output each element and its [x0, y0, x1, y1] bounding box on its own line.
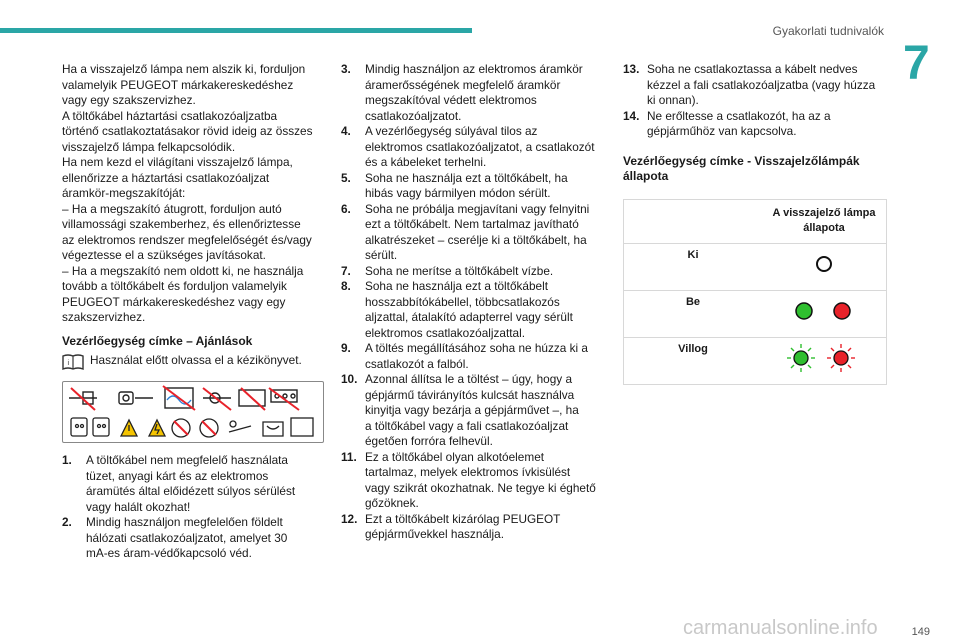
row-label: Ki — [624, 243, 762, 290]
text-line: gőzöknek. — [365, 496, 419, 510]
intro-paragraph — [62, 62, 324, 326]
page-number: 149 — [911, 626, 930, 638]
column-1 — [62, 62, 324, 562]
text-line: állapota — [803, 222, 845, 234]
list-item — [623, 62, 885, 109]
list-item — [341, 341, 603, 372]
list-item-text — [647, 62, 885, 109]
table-header-cell — [762, 200, 886, 244]
section-heading — [623, 154, 885, 185]
chapter-number: 7 — [903, 37, 930, 90]
text-line: vagy halált okozhat! — [86, 499, 191, 514]
list-item — [341, 450, 603, 512]
text-line: ezt a töltőkábelt. Nem tartalmaz javítható — [365, 217, 579, 231]
text-line: A visszajelző lámpa — [772, 206, 876, 219]
lamp-flashing-icon — [779, 340, 869, 376]
control-unit-label-pictograms — [62, 381, 324, 443]
list-item — [341, 124, 603, 171]
status-cell — [762, 337, 886, 384]
list-item — [341, 202, 603, 264]
text-line: az elektromos rendszer megfelelőségét és/vagy — [62, 232, 312, 247]
text-line: megszakítóval védett elektromos — [365, 93, 537, 107]
open-book-icon — [62, 353, 84, 371]
text-line: csatlakozót a falból. — [365, 356, 469, 371]
list-item — [341, 372, 603, 450]
list-item — [623, 109, 885, 140]
list-item-text — [365, 279, 603, 341]
text-line: A vezérlőegység súlyával tilos az — [365, 124, 538, 138]
lamp-on-icon — [784, 296, 864, 326]
list-item — [341, 279, 603, 341]
text-line: csatlakozóaljzatot. — [365, 108, 462, 123]
list-item-number: 5. — [341, 170, 351, 185]
list-item-text — [365, 512, 603, 543]
list-item-number: 14. — [623, 108, 640, 123]
text-line: Soha ne próbálja megjavítani vagy felnyitni — [365, 201, 590, 216]
warning-pictograms-icon — [63, 382, 323, 442]
list-item-text — [365, 341, 603, 372]
text-line: ki onnan). — [647, 93, 699, 107]
list-item-number: 11. — [341, 449, 357, 464]
text-line: valamelyik PEUGEOT márkakereskedéshez — [62, 77, 294, 92]
text-line: gépjárműhöz van kapcsolva. — [647, 124, 797, 138]
table-header-row — [624, 200, 886, 244]
lamp-off-icon — [804, 249, 844, 279]
watermark: carmanualsonline.info — [683, 617, 878, 639]
list-item-text — [365, 264, 603, 280]
list-item-text — [86, 515, 324, 562]
list-item-text — [365, 171, 603, 202]
column-3 — [623, 62, 885, 385]
list-item-text — [365, 372, 603, 450]
text-line: gépjárművekkel használja. — [365, 527, 505, 541]
text-line: a töltőkábel vagy a fali csatlakozóaljzat — [365, 418, 569, 433]
text-line: ellenőrizze a háztartási csatlakozóaljzat — [62, 170, 270, 185]
list-item-number: 10. — [341, 372, 358, 386]
text-line: – Ha a megszakító átugrott, forduljon autó — [62, 201, 282, 216]
status-cell — [762, 290, 886, 337]
header-accent-bar — [0, 28, 472, 33]
text-line: A töltőkábel nem megfelelő használata — [86, 453, 288, 467]
manual-note — [62, 353, 324, 371]
text-line: hibás vagy bármilyen módon sérült. — [365, 186, 551, 200]
text-line: aljzattal, átalakító adapterrel vagy sérült — [365, 310, 573, 324]
list-item-number: 12. — [341, 511, 358, 526]
list-item — [341, 62, 603, 124]
text-line: Vezérlőegység címke - Visszajelzőlámpák — [623, 153, 860, 168]
text-line: Soha ne használja ezt a töltőkábelt, ha — [365, 170, 568, 185]
text-line: áramkör-megszakítóját: — [62, 186, 186, 200]
svg-text:i: i — [67, 360, 70, 367]
list-item-text — [647, 109, 885, 140]
text-line: PEUGEOT márkakereskedéshez vagy egy — [62, 294, 286, 309]
text-line: Ezt a töltőkábelt kizárólag PEUGEOT — [365, 511, 561, 526]
table-row — [624, 337, 886, 384]
indicator-status-table — [623, 199, 887, 385]
list-item-text — [365, 124, 603, 171]
text-line: végeztesse el a szükséges javításokat. — [62, 248, 266, 262]
list-item — [341, 264, 603, 280]
text-line: elektromos csatlakozóaljzatot, a csatlakozót — [365, 139, 595, 154]
text-line: elektromos csatlakozóaljzattal. — [365, 325, 525, 340]
text-line: Azonnal állítsa le a töltést – úgy, hogy a — [365, 372, 573, 386]
text-line: Soha ne merítse a töltőkábelt vízbe. — [365, 263, 554, 278]
text-line: állapota — [623, 169, 669, 183]
text-line: kézzel a fali csatlakozóaljzatba (vagy húzza — [647, 77, 876, 92]
text-line: sérült. — [365, 248, 398, 262]
list-item — [341, 171, 603, 202]
text-line: vagy szikrát okozhatnak. Ne tegye ki éghető — [365, 480, 596, 495]
text-line: tartalmaz, melyek elektromos ívkisülést — [365, 465, 571, 479]
text-line: mA-es áram-védőkapcsoló véd. — [86, 546, 252, 560]
text-line: égetően forróra felhevül. — [365, 434, 493, 448]
column-2 — [341, 62, 603, 543]
text-line: Soha ne használja ezt a töltőkábelt — [365, 279, 548, 293]
note-text: Használat előtt olvassa el a kézikönyvet. — [90, 353, 302, 367]
text-line: Mindig használjon megfelelően földelt — [86, 515, 283, 529]
list-item-number: 1. — [62, 453, 72, 467]
status-table — [624, 200, 886, 384]
text-line: Mindig használjon az elektromos áramkör — [365, 62, 583, 76]
list-item — [62, 453, 324, 515]
text-line: alkatrészeket – cserélje ki a töltőkábelt, ha — [365, 232, 587, 247]
list-item-number: 8. — [341, 279, 351, 293]
table-row — [624, 243, 886, 290]
text-line: gépjármű távirányítós kulcsát használva — [365, 387, 575, 402]
text-line: villamossági szakemberhez, és ellenőriztesse — [62, 217, 301, 231]
text-line: tovább a töltőkábelt és forduljon valamelyik — [62, 279, 287, 293]
text-line: Ez a töltőkábel olyan alkotóelemet — [365, 449, 545, 464]
list-item-number: 3. — [341, 62, 351, 76]
list-item-number: 9. — [341, 341, 351, 355]
list-item — [62, 515, 324, 562]
text-line: A töltőkábel háztartási csatlakozóaljzatba — [62, 108, 278, 123]
list-item — [341, 512, 603, 543]
list-item-number: 4. — [341, 124, 351, 138]
text-line: tüzet, anyagi kárt és az elektromos — [86, 468, 269, 483]
text-line: visszajelző lámpa felkapcsolódik. — [62, 139, 236, 154]
text-line: Soha ne csatlakoztassa a kábelt nedves — [647, 62, 858, 76]
page-header-title: Gyakorlati tudnivalók — [772, 24, 884, 38]
text-line: A töltés megállításához soha ne húzza ki a — [365, 341, 588, 355]
text-line: kinyitja vagy bezárja a gépjárművet –, ha — [365, 403, 579, 417]
text-line: áramerősségének megfelelő áramkör — [365, 77, 561, 92]
row-label: Villog — [624, 337, 762, 384]
text-line: Ha nem kezd el világítani visszajelző lámpa, — [62, 155, 293, 169]
list-item-number: 13. — [623, 62, 640, 76]
text-line: hálózati csatlakozóaljzatot, amelyet 30 — [86, 530, 288, 545]
text-line: és a kábeleket terhelni. — [365, 155, 487, 169]
text-line: Ha a visszajelző lámpa nem alszik ki, forduljon — [62, 62, 306, 76]
list-item-text — [365, 202, 603, 264]
row-label: Be — [624, 290, 762, 337]
text-line: Ne erőltesse a csatlakozót, ha az a — [647, 108, 831, 123]
section-heading: Vezérlőegység címke – Ajánlások — [62, 333, 253, 348]
list-item-number: 7. — [341, 263, 351, 278]
text-line: áramütés által előidézett súlyos sérülést — [86, 484, 296, 498]
text-line: vagy egy szakszervizhez. — [62, 93, 196, 107]
list-item-number: 6. — [341, 201, 351, 216]
list-item-text — [365, 450, 603, 512]
text-line: – Ha a megszakító nem oldott ki, ne használja — [62, 263, 304, 278]
table-row — [624, 290, 886, 337]
text-line: történő csatlakoztatásakor rövid ideig az összes — [62, 124, 313, 138]
text-line: szakszervizhez. — [62, 310, 146, 324]
list-item-text — [365, 62, 603, 124]
text-line: hosszabbítókábellel, többcsatlakozós — [365, 294, 560, 309]
table-header-empty — [624, 200, 762, 244]
list-item-number: 2. — [62, 515, 72, 529]
status-cell — [762, 243, 886, 290]
list-item-text — [86, 453, 324, 515]
